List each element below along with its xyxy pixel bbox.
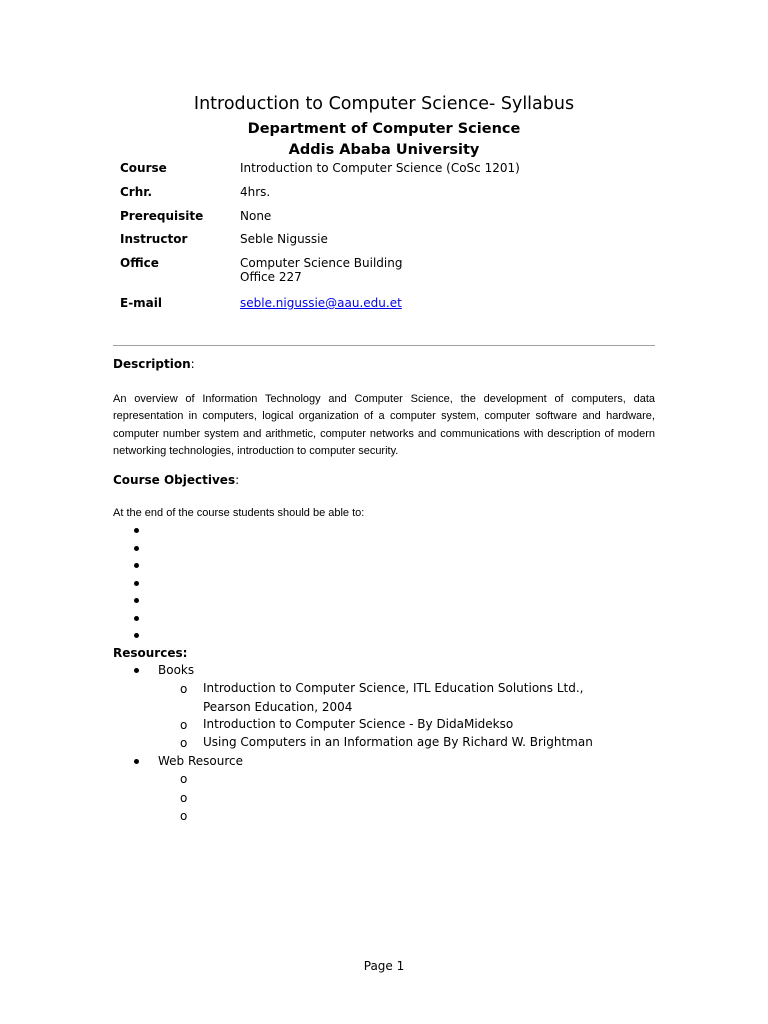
- course-label: Course: [120, 161, 167, 175]
- sub-bullet: o: [180, 718, 188, 732]
- description-paragraph: An overview of Information Technology and Computer Science, the development of computers, data representation in computers, logical organization of a computer system, computer software and hardware, computer number system and arithmetic, computer networks and communications with description of modern networking technologies, introduction to computer security.: [113, 393, 655, 458]
- sub-bullet: o: [180, 682, 188, 696]
- instructor-value: Seble Nigussie: [240, 232, 328, 246]
- resource-bullet: [134, 759, 139, 764]
- section-divider: [113, 345, 655, 346]
- resources-heading: [113, 645, 187, 661]
- objective-bullet: [134, 598, 139, 603]
- sub-bullet: o: [180, 772, 188, 786]
- web-resource-label: Web Resource: [158, 754, 244, 768]
- department-name: Department of Computer Science: [247, 121, 521, 137]
- book-item: Introduction to Computer Science, ITL Education Solutions Ltd., Pearson Education, 2004: [203, 681, 584, 714]
- sub-bullet: o: [180, 736, 188, 750]
- page-number: Page 1: [363, 959, 405, 973]
- document-title: Introduction to Computer Science- Syllabus: [193, 94, 575, 114]
- office-line2: Office 227: [240, 270, 302, 284]
- prerequisite-value: None: [240, 209, 272, 223]
- book-item: Introduction to Computer Science - By DidaMidekso: [203, 717, 514, 731]
- book-item: Using Computers in an Information age By Richard W. Brightman: [203, 735, 593, 749]
- resource-bullet: [134, 668, 139, 673]
- sub-bullet: o: [180, 809, 188, 823]
- objective-bullet: [134, 528, 139, 533]
- prerequisite-label: Prerequisite: [120, 209, 204, 223]
- objective-bullet: [134, 563, 139, 568]
- office-label: Office: [120, 256, 159, 270]
- objective-bullet: [134, 546, 139, 551]
- course-value: Introduction to Computer Science (CoSc 1201): [240, 161, 520, 175]
- crhr-value: 4hrs.: [240, 185, 271, 199]
- objectives-heading: Course Objectives:: [113, 473, 240, 487]
- objectives-intro: At the end of the course students should be able to:: [113, 507, 365, 519]
- university-name: Addis Ababa University: [288, 142, 480, 158]
- description-heading-text: Description: [113, 357, 191, 371]
- email-link[interactable]: seble.nigussie@aau.edu.et: [240, 296, 402, 310]
- books-label: Books: [158, 663, 195, 677]
- objectives-heading-text: Course Objectives: [113, 473, 236, 487]
- objective-bullet: [134, 581, 139, 586]
- crhr-label: Crhr.: [120, 185, 153, 199]
- email-label: E-mail: [120, 296, 163, 310]
- sub-bullet: o: [180, 791, 188, 805]
- objective-bullet: [134, 616, 139, 621]
- description-heading: Description:: [113, 357, 195, 371]
- objective-bullet: [134, 633, 139, 638]
- resources-heading-text: Resources:: [113, 646, 188, 660]
- office-line1: Computer Science Building: [240, 256, 403, 270]
- instructor-label: Instructor: [120, 232, 188, 246]
